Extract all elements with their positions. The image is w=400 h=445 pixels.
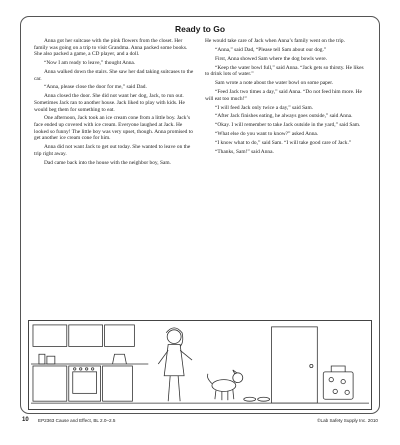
story-paragraph: One afternoon, Jack took an ice cream cone from a little boy. Jack’s face ended up covered with ice cream. Everyone laughed at Jack. He looked so funny! The little boy was very upset, though. Anna promised to get another ice cream cone for him. bbox=[34, 115, 193, 142]
worksheet-page bbox=[20, 16, 380, 431]
girl-dress-drawing bbox=[164, 344, 184, 375]
product-info: EP2363 Cause and Effect, BL 2.0–2.5 bbox=[38, 418, 116, 423]
kitchen-scene-drawing bbox=[29, 321, 371, 409]
story-paragraph: Dad came back into the house with the neighbor boy, Sam. bbox=[44, 159, 171, 166]
story-paragraph: “What else do you want to know?” asked Anna. bbox=[215, 131, 319, 138]
story-paragraph: Anna did not want Jack to get out today. She wanted to leave on the trip right away. bbox=[34, 144, 191, 157]
story-paragraph: “Anna,” said Dad, “Please tell Sam about our dog.” bbox=[215, 46, 327, 53]
cabinet-drawing bbox=[103, 366, 133, 401]
girl-head-drawing bbox=[167, 330, 181, 344]
story-title: Ready to Go bbox=[174, 24, 226, 34]
page-footer bbox=[22, 417, 378, 427]
story-illustration bbox=[28, 320, 372, 410]
story-paragraph: He would take care of Jack when Anna’s family went on the trip. bbox=[205, 38, 345, 44]
story-paragraph: Anna got her suitcase with the pink flowers from the closet. Her family was going on a trip to visit Grandma. Anna packed some books. She also packed a game, a CD player, and a doll. bbox=[34, 38, 188, 58]
story-paragraph: “After Jack finishes eating, he always goes outside,” said Anna. bbox=[215, 113, 353, 120]
story-paragraph: First, Anna showed Sam where the dog bowls were. bbox=[215, 55, 327, 62]
cabinet-drawing bbox=[33, 325, 67, 347]
story-paragraph: “Thanks, Sam!” said Anna. bbox=[215, 148, 274, 155]
story-paragraph: “I will feed Jack only twice a day,” said Sam. bbox=[215, 104, 313, 111]
cabinet-drawing bbox=[105, 325, 135, 347]
story-paragraph: Anna closed the door. She did not want her dog, Jack, to run out. Sometimes Jack ran to another house. Jack liked to play with kids. He would beg them for something to eat. bbox=[34, 93, 185, 113]
dog-head-drawing bbox=[233, 373, 243, 383]
story-paragraph: “I know what to do,” said Sam. “I will take good care of Jack.” bbox=[215, 140, 352, 147]
right-column bbox=[205, 38, 365, 158]
oven-door-drawing bbox=[73, 372, 97, 394]
story-paragraph: “Okay. I will remember to take Jack outside in the yard,” said Sam. bbox=[215, 122, 361, 129]
left-column bbox=[34, 38, 194, 168]
story-paragraph: Sam wrote a note about the water bowl on some paper. bbox=[215, 80, 334, 87]
suitcase-drawing bbox=[323, 372, 353, 399]
story-paragraph: Anna walked down the stairs. She saw her dad taking suitcases to the car. bbox=[34, 68, 194, 82]
story-paragraph: “Keep the water bowl full,” said Anna. “Jack gets so thirsty. He likes to drink lots of water.” bbox=[205, 64, 364, 78]
stove-drawing bbox=[69, 366, 101, 401]
cabinet-drawing bbox=[69, 325, 103, 347]
story-paragraph: “Now I am ready to leave,” thought Anna. bbox=[44, 60, 136, 67]
dog-body-drawing bbox=[212, 380, 236, 392]
story-paragraph: “Feed Jack two times a day,” said Anna. “Do not feed him more. He will eat too much!” bbox=[205, 89, 362, 102]
story-paragraph: “Anna, please close the door for me,” said Dad. bbox=[44, 84, 147, 91]
page-number: 10 bbox=[22, 417, 29, 423]
cabinet-drawing bbox=[33, 366, 67, 401]
copyright-notice: ©Lab Safety Supply Inc. 2010 bbox=[317, 418, 378, 423]
